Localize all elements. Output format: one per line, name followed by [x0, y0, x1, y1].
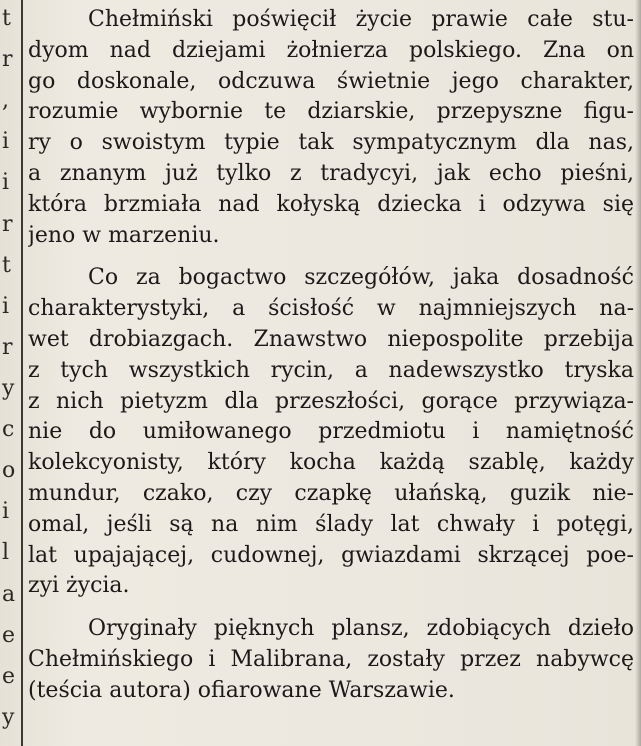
text-line: charakterystyki, a ścisłość w najmniejszych na-: [28, 296, 634, 322]
adjacent-column-fragment: i: [2, 170, 10, 195]
adjacent-column-fragment: a: [2, 582, 16, 607]
adjacent-column-fragment: t: [2, 6, 11, 31]
text-line: dyom nad dziejami żołnierza polskiego. Zna on: [28, 37, 634, 63]
text-line: kolekcyonisty, który kocha każdą szablę, każdy: [28, 450, 634, 476]
text-line: wet drobiazgach. Znawstwo niepospolite przebija: [28, 326, 634, 352]
adjacent-column-fragment: i: [2, 294, 10, 319]
adjacent-column-fragment: r: [2, 335, 13, 360]
paragraph-2: [28, 263, 634, 602]
text-line: ry o swoistym typie tak sympatycznym dla nas,: [28, 130, 634, 156]
paragraph-3: [28, 614, 634, 706]
text-line: nie do umiłowanego przedmiotu i namiętność: [28, 419, 634, 445]
text-line: go doskonale, odczuwa świetnie jego charakter,: [28, 68, 634, 94]
adjacent-column-fragment: c: [2, 417, 15, 442]
adjacent-column-fragment: i: [2, 129, 10, 154]
text-line: a znanym już tylko z tradycyi, jak echo pieśni,: [28, 160, 634, 186]
text-line: Co za bogactwo szczegółów, jaka dosadność: [88, 265, 634, 291]
text-line: omal, jeśli są na nim ślady lat chwały i potęgi,: [28, 511, 634, 537]
article-text: [28, 5, 634, 707]
text-line: lat upajającej, cudownej, gwiazdami skrzącej poe-: [28, 542, 634, 568]
adjacent-column-fragments: [0, 0, 20, 746]
text-line: (teścia autora) ofiarowane Warszawie.: [28, 677, 455, 703]
adjacent-column-fragment: e: [2, 664, 16, 689]
adjacent-column-fragment: y: [2, 705, 15, 730]
text-line: zyi życia.: [28, 573, 130, 599]
adjacent-column-fragment: o: [2, 458, 16, 483]
text-line: z nich pietyzm dla przeszłości, gorące przywiąza-: [28, 388, 634, 414]
adjacent-column-fragment: y: [2, 376, 15, 401]
text-line: jeno w marzeniu.: [28, 222, 220, 248]
adjacent-column-fragment: i: [2, 499, 10, 524]
text-line: mundur, czako, czy czapkę ułańską, guzik nie-: [28, 480, 634, 506]
adjacent-column-fragment: l: [2, 540, 10, 565]
adjacent-column-fragment: e: [2, 623, 16, 648]
adjacent-column-fragment: r: [2, 47, 13, 72]
paragraph-1: [28, 5, 634, 251]
text-line: która brzmiała nad kołyską dziecka i odzywa się: [28, 191, 634, 217]
page-edge-shadow: [635, 0, 641, 746]
text-line: Chełmiński poświęcił życie prawie całe stu-: [88, 7, 634, 32]
adjacent-column-fragment: r: [2, 212, 13, 237]
column-rule: [21, 0, 23, 746]
adjacent-column-fragment: t: [2, 253, 11, 278]
text-line: rozumie wybornie te dziarskie, przepyszne figu-: [28, 99, 634, 125]
text-line: z tych wszystkich rycin, a nadewszystko tryska: [28, 357, 634, 383]
text-line: Chełmińskiego i Malibrana, zostały przez nabywcę: [28, 646, 634, 672]
text-line: Oryginały pięknych plansz, zdobiących dzieło: [88, 616, 634, 642]
adjacent-column-fragment: ,: [2, 88, 9, 113]
